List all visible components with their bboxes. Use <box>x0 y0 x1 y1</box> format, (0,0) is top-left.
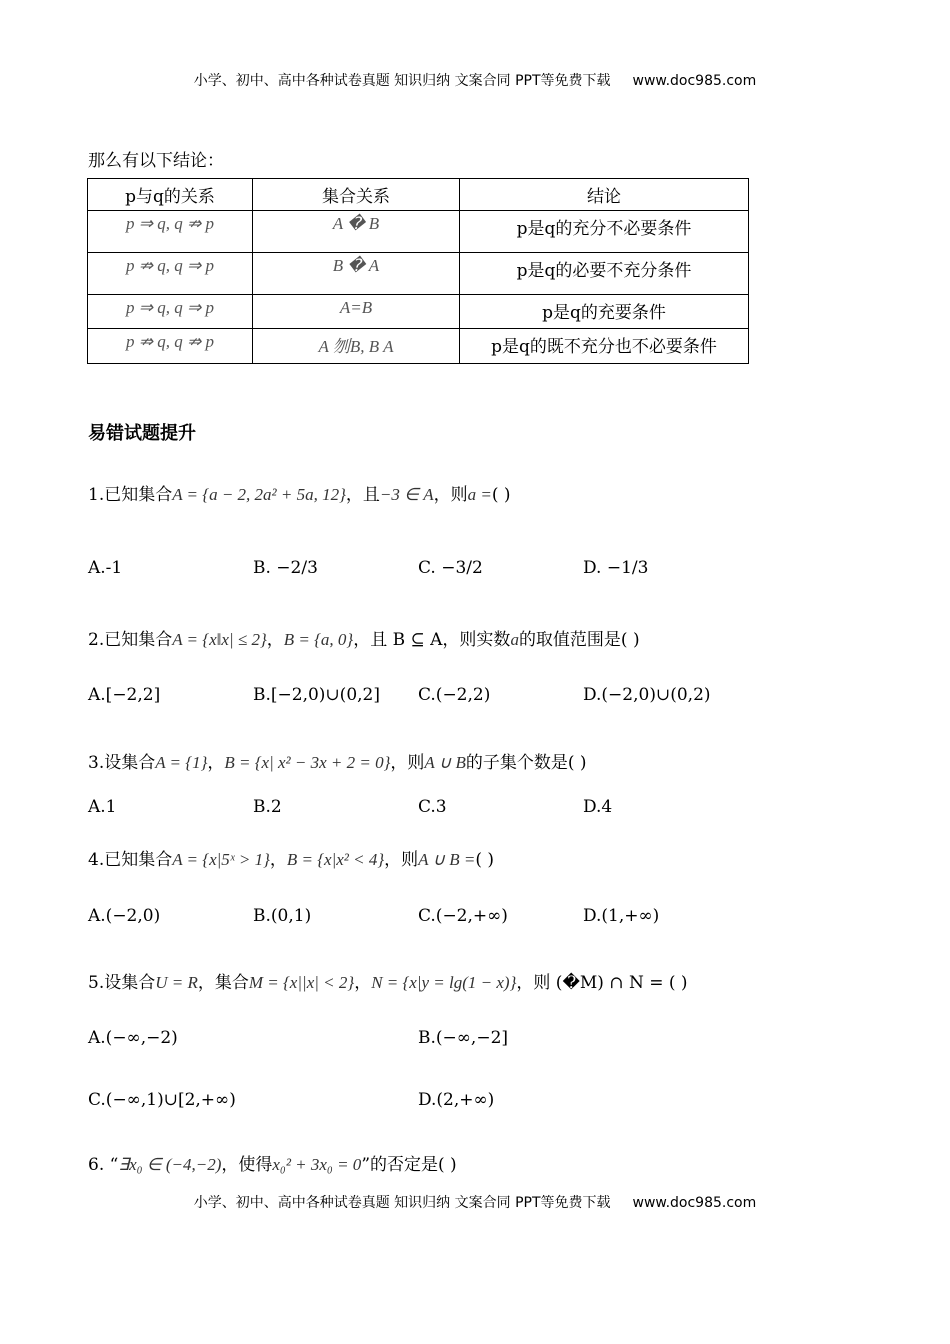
answer-option: D.(2,+∞) <box>418 1090 495 1110</box>
answer-option: B.(−∞,−2] <box>418 1028 509 1048</box>
table-cell: p是q的充要条件 <box>460 295 749 329</box>
table-cell: A 刎B, B A <box>253 329 460 364</box>
table-cell: A � B <box>253 211 460 253</box>
math-expression: a <box>510 630 519 649</box>
question-2 <box>88 625 640 650</box>
footer-text: 小学、初中、高中各种试卷真题 知识归纳 文案合同 PPT等免费下载 <box>193 1195 611 1211</box>
table-cell: p ⇏ q, q ⇏ p <box>88 329 253 364</box>
table-cell: p是q的既不充分也不必要条件 <box>460 329 749 364</box>
question-text: ” <box>361 1155 371 1175</box>
table-row <box>88 329 749 364</box>
question-text: 的子集个数是( ) <box>465 753 587 773</box>
page-footer <box>0 1192 950 1212</box>
header-text: 小学、初中、高中各种试卷真题 知识归纳 文案合同 PPT等免费下载 <box>193 73 611 89</box>
answer-option: C.(−2,+∞) <box>418 906 508 926</box>
table-row <box>88 211 749 253</box>
question-text: 6. “ <box>88 1155 119 1175</box>
answer-option: D.(1,+∞) <box>583 906 660 926</box>
answer-option: C.(−2,2) <box>418 685 491 705</box>
question-text: 5.设集合 <box>88 973 156 993</box>
footer-site: www.doc985.com <box>632 1195 757 1211</box>
question-text: 1.已知集合 <box>88 485 173 505</box>
table-header-row <box>88 179 749 211</box>
math-expression: M = {x||x| < 2} <box>248 973 355 992</box>
question-text: ，且 <box>345 485 380 505</box>
question-text: ， <box>354 973 372 993</box>
math-expression: A = {x‖x| ≤ 2} <box>172 630 267 649</box>
answer-option: B.[−2,0)∪(0,2] <box>253 685 380 705</box>
table-header: 集合关系 <box>253 179 460 211</box>
question-text: 的否定是( ) <box>370 1155 457 1175</box>
question-1 <box>88 480 511 505</box>
answer-option: A.(−∞,−2) <box>88 1028 178 1048</box>
question-text: ，使得 <box>221 1155 273 1175</box>
table-header: 结论 <box>460 179 749 211</box>
question-text: ，集合 <box>197 973 249 993</box>
math-expression: B = {x| x² − 3x + 2 = 0} <box>224 753 391 772</box>
table-row <box>88 253 749 295</box>
table-cell: p是q的必要不充分条件 <box>460 253 749 295</box>
question-text: 4.已知集合 <box>88 850 173 870</box>
question-text: ， <box>269 850 287 870</box>
conclusion-table <box>87 178 749 364</box>
math-expression: B = {a, 0} <box>283 630 354 649</box>
question-text: ，则 <box>433 485 468 505</box>
question-text: ， <box>207 753 225 773</box>
answer-option: A.[−2,2] <box>88 685 161 705</box>
table-cell: p ⇏ q, q ⇒ p <box>88 253 253 295</box>
answer-option: B.2 <box>253 797 282 817</box>
table-cell: B � A <box>253 253 460 295</box>
table-cell: p ⇒ q, q ⇒ p <box>88 295 253 329</box>
table-cell: p ⇒ q, q ⇏ p <box>88 211 253 253</box>
question-text: 3.设集合 <box>88 753 156 773</box>
answer-option: A.-1 <box>88 558 123 578</box>
question-6 <box>88 1150 457 1175</box>
math-expression: −3 ∈ A <box>379 485 434 504</box>
math-expression: x₀² + 3x₀ = 0 <box>272 1155 362 1174</box>
answer-option: D.4 <box>583 797 613 817</box>
answer-option: A.1 <box>88 797 117 817</box>
math-expression: U = R <box>155 973 198 992</box>
intro-text: 那么有以下结论： <box>88 151 224 171</box>
section-title: 易错试题提升 <box>88 423 196 444</box>
page-header <box>0 70 950 90</box>
question-3 <box>88 748 587 773</box>
question-text: ， <box>266 630 284 650</box>
table-cell: p是q的充分不必要条件 <box>460 211 749 253</box>
question-text: 的取值范围是( ) <box>518 630 640 650</box>
answer-option: B.(0,1) <box>253 906 312 926</box>
answer-option: D. −1/3 <box>583 558 649 578</box>
question-4 <box>88 845 494 870</box>
question-text: ( ) <box>475 850 494 870</box>
answer-option: B. −2/3 <box>253 558 318 578</box>
answer-option: D.(−2,0)∪(0,2) <box>583 685 711 705</box>
table-row <box>88 295 749 329</box>
table-cell: A=B <box>253 295 460 329</box>
question-5 <box>88 968 688 993</box>
answer-option: C. −3/2 <box>418 558 483 578</box>
math-expression: A = {a − 2, 2a² + 5a, 12} <box>172 485 346 504</box>
math-expression: A = {x|5ˣ > 1} <box>172 850 270 869</box>
question-text: ，则 <box>384 850 419 870</box>
header-site: www.doc985.com <box>632 73 757 89</box>
question-text: 2.已知集合 <box>88 630 173 650</box>
question-text: ，则 (�M) ∩ N = ( ) <box>516 973 688 993</box>
answer-option: A.(−2,0) <box>88 906 161 926</box>
math-expression: A = {1} <box>155 753 208 772</box>
math-expression: A ∪ B <box>424 753 466 772</box>
math-expression: a = <box>467 485 492 504</box>
math-expression: A ∪ B = <box>418 850 476 869</box>
question-text: ，则 <box>390 753 425 773</box>
answer-option: C.(−∞,1)∪[2,+∞) <box>88 1090 236 1110</box>
math-expression: N = {x|y = lg(1 − x)} <box>371 973 517 992</box>
math-expression: ∃x₀ ∈ (−4,−2) <box>118 1155 222 1174</box>
answer-option: C.3 <box>418 797 447 817</box>
question-text: ( ) <box>491 485 511 505</box>
math-expression: B = {x|x² < 4} <box>286 850 385 869</box>
question-text: ，且 B ⊆ A，则实数 <box>353 630 511 650</box>
table-header: p与q的关系 <box>88 179 253 211</box>
